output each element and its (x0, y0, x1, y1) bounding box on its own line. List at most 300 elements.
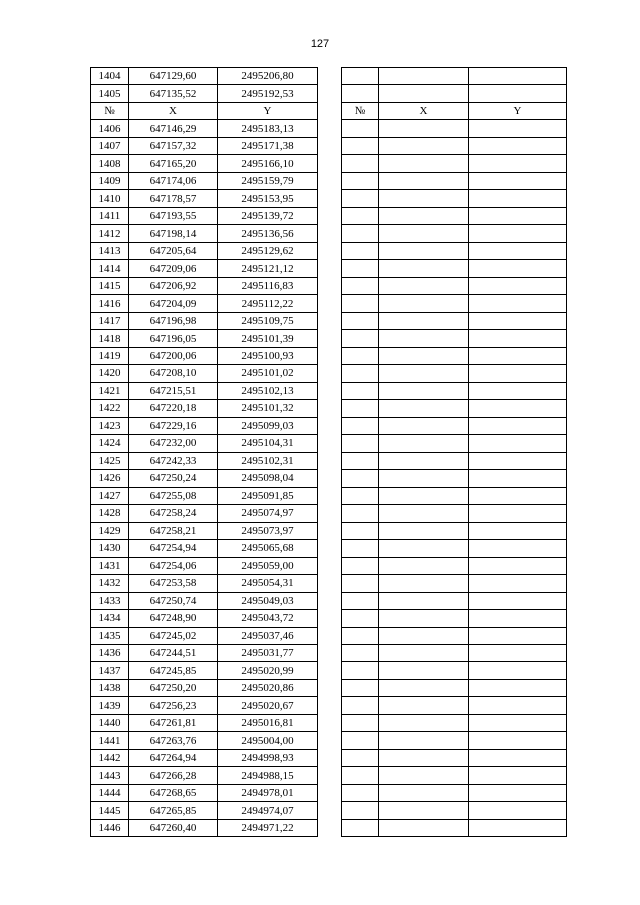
column-gap (318, 277, 342, 294)
x-coordinate-cell: 647232,00 (129, 435, 218, 452)
column-gap (318, 732, 342, 749)
point-number-cell: 1436 (91, 644, 129, 661)
column-gap (318, 784, 342, 801)
table-row (91, 575, 567, 592)
table-body (91, 68, 567, 837)
empty-cell (342, 784, 379, 801)
empty-cell (342, 225, 379, 242)
empty-cell (379, 207, 469, 224)
point-number-cell: 1409 (91, 172, 129, 189)
x-coordinate-cell: 647264,94 (129, 749, 218, 766)
column-gap (318, 137, 342, 154)
empty-cell (469, 557, 567, 574)
y-coordinate-cell: 2495104,31 (218, 435, 318, 452)
column-gap (318, 207, 342, 224)
y-coordinate-cell: 2495020,67 (218, 697, 318, 714)
empty-cell (342, 435, 379, 452)
x-coordinate-cell: 647245,85 (129, 662, 218, 679)
point-number-cell: 1413 (91, 242, 129, 259)
x-coordinate-cell: 647196,98 (129, 312, 218, 329)
y-coordinate-cell: 2494998,93 (218, 749, 318, 766)
table-row (91, 610, 567, 627)
table-row (91, 679, 567, 696)
empty-cell (469, 522, 567, 539)
x-coordinate-cell: 647265,85 (129, 802, 218, 819)
table-row (91, 627, 567, 644)
coordinates-table (90, 67, 567, 837)
empty-cell (469, 767, 567, 784)
empty-cell (379, 68, 469, 85)
table-row (91, 68, 567, 85)
empty-cell (379, 347, 469, 364)
x-coordinate-cell: 647258,24 (129, 505, 218, 522)
empty-cell (342, 714, 379, 731)
table-row (91, 732, 567, 749)
empty-cell (342, 644, 379, 661)
empty-cell (342, 172, 379, 189)
empty-cell (379, 295, 469, 312)
y-coordinate-cell: 2495101,02 (218, 365, 318, 382)
empty-cell (342, 802, 379, 819)
y-coordinate-cell: 2495171,38 (218, 137, 318, 154)
x-coordinate-cell: 647266,28 (129, 767, 218, 784)
empty-cell (469, 207, 567, 224)
y-coordinate-cell: 2495116,83 (218, 277, 318, 294)
column-gap (318, 260, 342, 277)
empty-cell (379, 242, 469, 259)
y-coordinate-cell: 2494988,15 (218, 767, 318, 784)
y-coordinate-cell: 2495065,68 (218, 540, 318, 557)
empty-cell (379, 644, 469, 661)
table-row (91, 260, 567, 277)
empty-cell (342, 592, 379, 609)
table-row (91, 644, 567, 661)
y-column-header: Y (218, 102, 318, 119)
empty-cell (379, 400, 469, 417)
empty-cell (469, 627, 567, 644)
empty-cell (469, 662, 567, 679)
x-coordinate-cell: 647256,23 (129, 697, 218, 714)
empty-cell (469, 697, 567, 714)
column-gap (318, 120, 342, 137)
point-number-cell: 1433 (91, 592, 129, 609)
empty-cell (342, 522, 379, 539)
empty-cell (469, 260, 567, 277)
empty-cell (342, 242, 379, 259)
empty-cell (469, 277, 567, 294)
table-row (91, 819, 567, 836)
table-row (91, 347, 567, 364)
point-number-cell: 1423 (91, 417, 129, 434)
y-coordinate-cell: 2494978,01 (218, 784, 318, 801)
point-number-cell: 1431 (91, 557, 129, 574)
y-coordinate-cell: 2495054,31 (218, 575, 318, 592)
y-coordinate-cell: 2495153,95 (218, 190, 318, 207)
table-row (91, 452, 567, 469)
table-row (91, 155, 567, 172)
column-gap (318, 802, 342, 819)
x-coordinate-cell: 647263,76 (129, 732, 218, 749)
y-coordinate-cell: 2495059,00 (218, 557, 318, 574)
empty-cell (469, 68, 567, 85)
point-number-cell: 1427 (91, 487, 129, 504)
column-gap (318, 452, 342, 469)
empty-cell (379, 172, 469, 189)
empty-cell (469, 487, 567, 504)
y-coordinate-cell: 2495101,39 (218, 330, 318, 347)
x-coordinate-cell: 647245,02 (129, 627, 218, 644)
table-row (91, 85, 567, 102)
point-number-cell: 1425 (91, 452, 129, 469)
table-row (91, 225, 567, 242)
y-coordinate-cell: 2495101,32 (218, 400, 318, 417)
x-coordinate-cell: 647193,55 (129, 207, 218, 224)
point-number-cell: 1438 (91, 679, 129, 696)
y-coordinate-cell: 2495020,99 (218, 662, 318, 679)
empty-cell (342, 819, 379, 836)
table-row (91, 767, 567, 784)
point-number-cell: 1406 (91, 120, 129, 137)
x-coordinate-cell: 647261,81 (129, 714, 218, 731)
y-coordinate-cell: 2495020,86 (218, 679, 318, 696)
point-number-cell: 1435 (91, 627, 129, 644)
column-gap (318, 295, 342, 312)
empty-cell (342, 312, 379, 329)
y-coordinate-cell: 2495112,22 (218, 295, 318, 312)
x-coordinate-cell: 647250,74 (129, 592, 218, 609)
x-coordinate-cell: 647250,24 (129, 470, 218, 487)
x-coordinate-cell: 647229,16 (129, 417, 218, 434)
empty-cell (379, 749, 469, 766)
empty-cell (342, 85, 379, 102)
table-row (91, 137, 567, 154)
empty-cell (469, 802, 567, 819)
y-coordinate-cell: 2495037,46 (218, 627, 318, 644)
empty-cell (379, 365, 469, 382)
x-coordinate-cell: 647165,20 (129, 155, 218, 172)
table-row (91, 190, 567, 207)
empty-cell (342, 610, 379, 627)
empty-cell (379, 155, 469, 172)
empty-cell (469, 435, 567, 452)
point-number-cell: 1441 (91, 732, 129, 749)
x-coordinate-cell: 647208,10 (129, 365, 218, 382)
empty-cell (469, 242, 567, 259)
table-header-row (91, 102, 567, 119)
empty-cell (379, 714, 469, 731)
empty-cell (469, 120, 567, 137)
point-number-cell: 1444 (91, 784, 129, 801)
column-gap (318, 400, 342, 417)
x-coordinate-cell: 647196,05 (129, 330, 218, 347)
table-row (91, 592, 567, 609)
empty-cell (469, 644, 567, 661)
y-coordinate-cell: 2495129,62 (218, 242, 318, 259)
empty-cell (342, 749, 379, 766)
empty-cell (469, 365, 567, 382)
empty-cell (379, 452, 469, 469)
column-gap (318, 417, 342, 434)
point-number-cell: 1442 (91, 749, 129, 766)
empty-cell (379, 382, 469, 399)
table-row (91, 172, 567, 189)
point-number-cell: 1408 (91, 155, 129, 172)
point-number-cell: 1414 (91, 260, 129, 277)
column-gap (318, 714, 342, 731)
empty-cell (469, 295, 567, 312)
num-column-header-right: № (342, 102, 379, 119)
point-number-cell: 1440 (91, 714, 129, 731)
empty-cell (379, 679, 469, 696)
empty-cell (469, 610, 567, 627)
y-coordinate-cell: 2495109,75 (218, 312, 318, 329)
point-number-cell: 1407 (91, 137, 129, 154)
point-number-cell: 1443 (91, 767, 129, 784)
empty-cell (342, 137, 379, 154)
column-gap (318, 242, 342, 259)
point-number-cell: 1420 (91, 365, 129, 382)
empty-cell (379, 330, 469, 347)
table-row (91, 697, 567, 714)
page-number: 127 (310, 38, 330, 50)
y-coordinate-cell: 2495099,03 (218, 417, 318, 434)
column-gap (318, 347, 342, 364)
empty-cell (342, 330, 379, 347)
column-gap (318, 190, 342, 207)
y-coordinate-cell: 2495139,72 (218, 207, 318, 224)
y-coordinate-cell: 2495091,85 (218, 487, 318, 504)
x-coordinate-cell: 647254,06 (129, 557, 218, 574)
empty-cell (342, 295, 379, 312)
point-number-cell: 1419 (91, 347, 129, 364)
y-coordinate-cell: 2495192,53 (218, 85, 318, 102)
point-number-cell: 1411 (91, 207, 129, 224)
empty-cell (342, 697, 379, 714)
empty-cell (379, 697, 469, 714)
empty-cell (379, 732, 469, 749)
point-number-cell: 1428 (91, 505, 129, 522)
empty-cell (342, 155, 379, 172)
empty-cell (342, 207, 379, 224)
empty-cell (379, 627, 469, 644)
empty-cell (342, 347, 379, 364)
table-row (91, 714, 567, 731)
empty-cell (379, 435, 469, 452)
x-coordinate-cell: 647242,33 (129, 452, 218, 469)
table-row (91, 120, 567, 137)
empty-cell (469, 452, 567, 469)
y-coordinate-cell: 2495043,72 (218, 610, 318, 627)
x-coordinate-cell: 647178,57 (129, 190, 218, 207)
empty-cell (469, 172, 567, 189)
empty-cell (469, 470, 567, 487)
empty-cell (379, 784, 469, 801)
x-coordinate-cell: 647205,64 (129, 242, 218, 259)
point-number-cell: 1422 (91, 400, 129, 417)
column-gap (318, 312, 342, 329)
empty-cell (342, 557, 379, 574)
y-coordinate-cell: 2495136,56 (218, 225, 318, 242)
x-coordinate-cell: 647174,06 (129, 172, 218, 189)
point-number-cell: 1432 (91, 575, 129, 592)
column-gap (318, 749, 342, 766)
column-gap (318, 85, 342, 102)
empty-cell (342, 400, 379, 417)
empty-cell (342, 190, 379, 207)
empty-cell (342, 260, 379, 277)
empty-cell (469, 190, 567, 207)
column-gap (318, 365, 342, 382)
column-gap (318, 679, 342, 696)
table-row (91, 330, 567, 347)
y-coordinate-cell: 2495102,31 (218, 452, 318, 469)
empty-cell (469, 679, 567, 696)
table-row (91, 540, 567, 557)
empty-cell (469, 505, 567, 522)
empty-cell (469, 575, 567, 592)
empty-cell (342, 68, 379, 85)
empty-cell (379, 277, 469, 294)
column-gap (318, 172, 342, 189)
point-number-cell: 1446 (91, 819, 129, 836)
empty-cell (469, 155, 567, 172)
empty-cell (469, 732, 567, 749)
column-gap (318, 819, 342, 836)
table-row (91, 295, 567, 312)
column-gap (318, 767, 342, 784)
y-coordinate-cell: 2495016,81 (218, 714, 318, 731)
empty-cell (379, 662, 469, 679)
table-row (91, 417, 567, 434)
empty-cell (469, 312, 567, 329)
column-gap (318, 68, 342, 85)
table-row (91, 365, 567, 382)
column-gap (318, 435, 342, 452)
x-coordinate-cell: 647215,51 (129, 382, 218, 399)
empty-cell (469, 714, 567, 731)
empty-cell (379, 610, 469, 627)
point-number-cell: 1430 (91, 540, 129, 557)
empty-cell (379, 505, 469, 522)
y-coordinate-cell: 2495031,77 (218, 644, 318, 661)
y-column-header-right: Y (469, 102, 567, 119)
column-gap (318, 610, 342, 627)
empty-cell (342, 679, 379, 696)
x-coordinate-cell: 647244,51 (129, 644, 218, 661)
x-coordinate-cell: 647157,32 (129, 137, 218, 154)
column-gap (318, 662, 342, 679)
point-number-cell: 1426 (91, 470, 129, 487)
y-coordinate-cell: 2494974,07 (218, 802, 318, 819)
empty-cell (379, 312, 469, 329)
table-row (91, 749, 567, 766)
point-number-cell: 1405 (91, 85, 129, 102)
point-number-cell: 1445 (91, 802, 129, 819)
empty-cell (379, 487, 469, 504)
column-gap (318, 505, 342, 522)
empty-cell (469, 784, 567, 801)
empty-cell (342, 732, 379, 749)
point-number-cell: 1434 (91, 610, 129, 627)
column-gap (318, 155, 342, 172)
x-coordinate-cell: 647135,52 (129, 85, 218, 102)
empty-cell (342, 417, 379, 434)
empty-cell (342, 540, 379, 557)
table-row (91, 784, 567, 801)
empty-cell (469, 137, 567, 154)
empty-cell (342, 365, 379, 382)
column-gap (318, 330, 342, 347)
empty-cell (379, 767, 469, 784)
empty-cell (342, 627, 379, 644)
point-number-cell: 1439 (91, 697, 129, 714)
x-coordinate-cell: 647146,29 (129, 120, 218, 137)
empty-cell (379, 120, 469, 137)
table-row (91, 242, 567, 259)
empty-cell (342, 767, 379, 784)
column-gap (318, 697, 342, 714)
table-row (91, 802, 567, 819)
empty-cell (379, 417, 469, 434)
empty-cell (379, 470, 469, 487)
empty-cell (342, 277, 379, 294)
x-coordinate-cell: 647260,40 (129, 819, 218, 836)
empty-cell (379, 225, 469, 242)
column-gap (318, 627, 342, 644)
table-row (91, 487, 567, 504)
empty-cell (379, 522, 469, 539)
y-coordinate-cell: 2495206,80 (218, 68, 318, 85)
column-gap (318, 102, 342, 119)
y-coordinate-cell: 2495121,12 (218, 260, 318, 277)
column-gap (318, 470, 342, 487)
empty-cell (469, 819, 567, 836)
table-row (91, 435, 567, 452)
column-gap (318, 382, 342, 399)
x-coordinate-cell: 647129,60 (129, 68, 218, 85)
x-column-header-right: X (379, 102, 469, 119)
y-coordinate-cell: 2495100,93 (218, 347, 318, 364)
x-coordinate-cell: 647258,21 (129, 522, 218, 539)
empty-cell (469, 85, 567, 102)
empty-cell (379, 557, 469, 574)
table-row (91, 662, 567, 679)
point-number-cell: 1417 (91, 312, 129, 329)
point-number-cell: 1421 (91, 382, 129, 399)
empty-cell (342, 382, 379, 399)
empty-cell (379, 190, 469, 207)
empty-cell (342, 452, 379, 469)
empty-cell (379, 137, 469, 154)
x-coordinate-cell: 647268,65 (129, 784, 218, 801)
table-row (91, 312, 567, 329)
y-coordinate-cell: 2494971,22 (218, 819, 318, 836)
y-coordinate-cell: 2495166,10 (218, 155, 318, 172)
table-row (91, 505, 567, 522)
empty-cell (379, 540, 469, 557)
empty-cell (469, 592, 567, 609)
empty-cell (469, 749, 567, 766)
empty-cell (342, 487, 379, 504)
y-coordinate-cell: 2495159,79 (218, 172, 318, 189)
empty-cell (469, 330, 567, 347)
x-coordinate-cell: 647209,06 (129, 260, 218, 277)
x-column-header: X (129, 102, 218, 119)
x-coordinate-cell: 647255,08 (129, 487, 218, 504)
table-row (91, 522, 567, 539)
point-number-cell: 1437 (91, 662, 129, 679)
column-gap (318, 644, 342, 661)
